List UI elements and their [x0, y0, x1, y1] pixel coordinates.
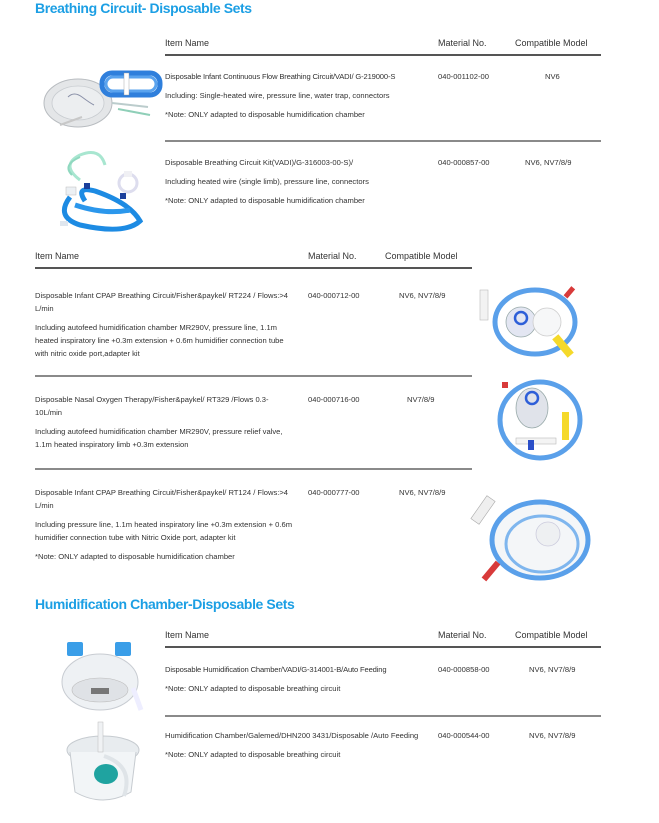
item-name: Disposable Infant CPAP Breathing Circuit/Fisher&paykel/ RT124 / Flows:>4 L/min [35, 488, 289, 510]
rt329-nasal-oxygen-image [490, 378, 595, 463]
item-note: *Note: ONLY adapted to disposable humidification chamber [165, 110, 365, 119]
compatible-model: NV6, NV7/8/9 [525, 158, 572, 167]
header-item-name: Item Name [35, 251, 80, 261]
material-no: 040-000858-00 [438, 665, 490, 674]
item-name: Disposable Infant CPAP Breathing Circuit/Fisher&paykel/ RT224 / Flows:>4 L/min [35, 291, 289, 313]
header-material-no: Material No. [308, 251, 357, 261]
item-name: Disposable Nasal Oxygen Therapy/Fisher&paykel/ RT329 /Flows 0.3-10L/min [35, 395, 269, 417]
compatible-model: NV6, NV7/8/9 [529, 731, 576, 740]
item-details: Including pressure line, 1.1m heated inspiratory line +0.3m extension + 0.6m humidifier connection tube with Nitric Oxide port, adapter kit [35, 520, 293, 542]
header-compatible-model: Compatible Model [515, 630, 588, 640]
material-no: 040-000712-00 [308, 291, 360, 300]
item-details: Including heated wire (single limb), pressure line, connectors [165, 177, 369, 186]
humidification-chamber-table [165, 622, 601, 797]
table-row [165, 648, 601, 717]
item-details: Including autofeed humidification chamber MR290V, pressure line, 1.1m heated inspiratory line +0.3m extension + 0.6m humidifier connection tube with nitric oxide port,adapter kit [35, 323, 284, 358]
table-row [35, 470, 472, 570]
item-details: Including autofeed humidification chamber MR290V, pressure relief valve, 1.1m heated inspiratory limb +0.3m extension [35, 427, 283, 449]
header-material-no: Material No. [438, 630, 487, 640]
material-no: 040-000857-00 [438, 158, 490, 167]
header-material-no: Material No. [438, 38, 487, 48]
cpap-circuit-table [35, 243, 472, 570]
table-header [35, 243, 472, 269]
breathing-circuit-table [165, 30, 601, 222]
item-name: Disposable Breathing Circuit Kit(VADI)/G-316003-00-S)/ [165, 158, 354, 167]
table-header [165, 622, 601, 648]
item-note: *Note: ONLY adapted to disposable breathing circuit [165, 750, 341, 759]
table-row [35, 377, 472, 470]
material-no: 040-001102-00 [438, 72, 489, 81]
section-title-humidification-chamber: Humidification Chamber-Disposable Sets [35, 596, 295, 612]
material-no: 040-000544-00 [438, 731, 490, 740]
table-row [165, 56, 601, 142]
header-compatible-model: Compatible Model [515, 38, 588, 48]
rt124-circuit-image [470, 490, 595, 585]
compatible-model: NV6, NV7/8/9 [399, 488, 446, 497]
header-item-name: Item Name [165, 38, 210, 48]
item-note: *Note: ONLY adapted to disposable humidification chamber [35, 552, 235, 561]
table-row [165, 142, 601, 222]
header-compatible-model: Compatible Model [385, 251, 458, 261]
compatible-model: NV6, NV7/8/9 [529, 665, 576, 674]
header-item-name: Item Name [165, 630, 210, 640]
compatible-model: NV6 [545, 72, 560, 81]
table-header [165, 30, 601, 56]
vadi-humidification-chamber-image [55, 638, 145, 716]
table-row [35, 269, 472, 377]
material-no: 040-000777-00 [308, 488, 360, 497]
item-name: Disposable Infant Continuous Flow Breathing Circuit/VADI/ G-219000-S [165, 72, 396, 81]
table-row [165, 717, 601, 797]
infant-continuous-flow-circuit-image [40, 65, 165, 130]
compatible-model: NV7/8/9 [407, 395, 435, 404]
rt224-circuit-image [475, 282, 595, 362]
item-note: *Note: ONLY adapted to disposable humidification chamber [165, 196, 365, 205]
material-no: 040-000716-00 [308, 395, 360, 404]
item-name: Humidification Chamber/Galemed/DHN200 3431/Disposable /Auto Feeding [165, 731, 419, 740]
section-title-breathing-circuit: Breathing Circuit- Disposable Sets [35, 0, 252, 16]
galemed-humidification-chamber-image [58, 720, 148, 810]
compatible-model: NV6, NV7/8/9 [399, 291, 446, 300]
item-name: Disposable Humidification Chamber/VADI/G-314001-B/Auto Feeding [165, 665, 387, 674]
item-note: *Note: ONLY adapted to disposable breathing circuit [165, 684, 341, 693]
item-details: Including: Single-heated wire, pressure line, water trap, connectors [165, 91, 390, 100]
breathing-circuit-kit-image [50, 145, 150, 235]
